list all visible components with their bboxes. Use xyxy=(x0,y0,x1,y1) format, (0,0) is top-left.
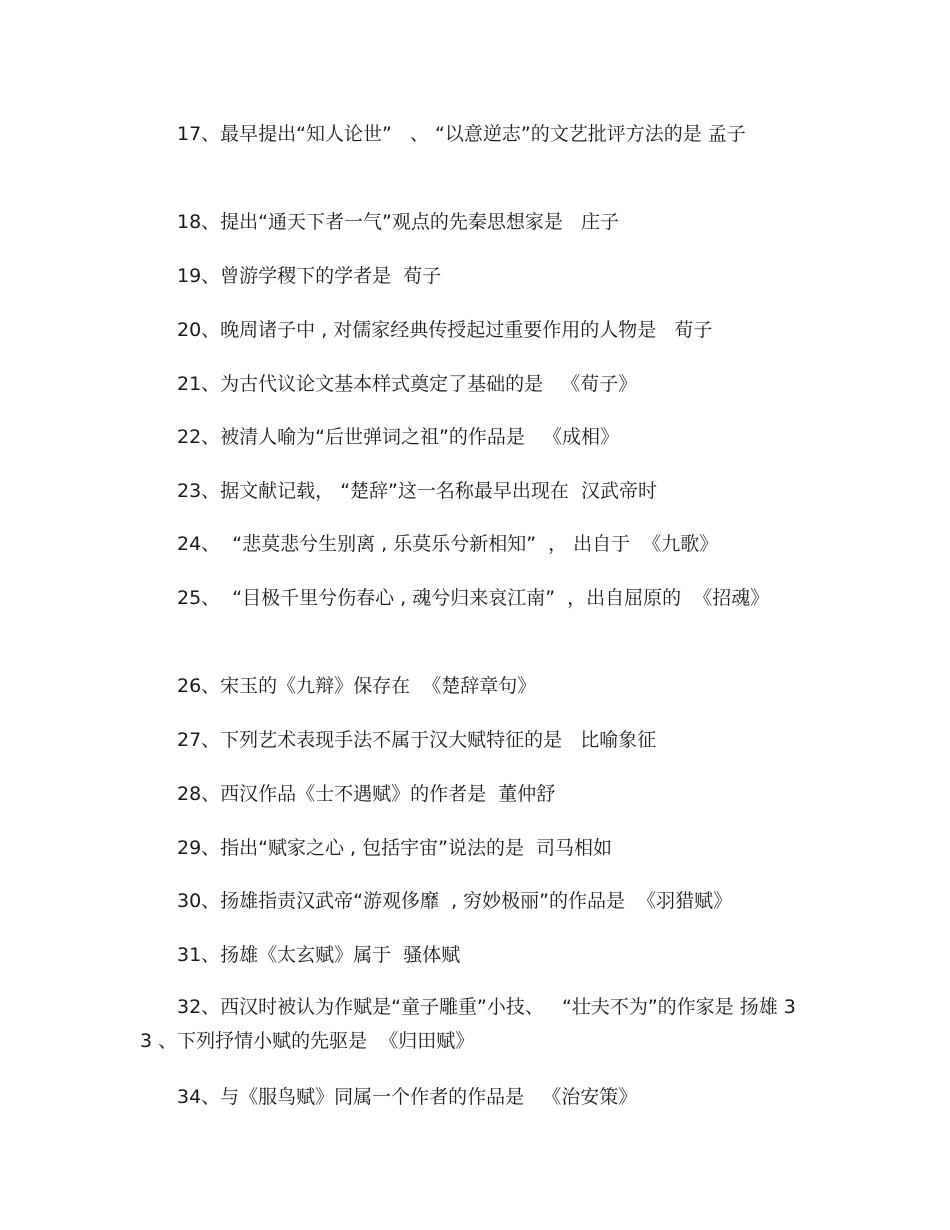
question-31: 31、扬雄《太玄赋》属于 骚体赋 xyxy=(177,944,461,966)
question-26: 26、宋玉的《九辩》保存在 《楚辞章句》 xyxy=(177,675,537,697)
question-20: 20、晚周诸子中 , 对儒家经典传授起过重要作用的人物是 荀子 xyxy=(177,319,713,341)
question-29: 29、指出“赋家之心 , 包括宇宙”说法的是 司马相如 xyxy=(177,837,613,859)
question-27: 27、下列艺术表现手法不属于汉大赋特征的是 比喻象征 xyxy=(177,729,657,751)
question-30: 30、扬雄指责汉武帝“游观侈靡 , 穷妙极丽”的作品是 《羽猎赋》 xyxy=(177,890,733,912)
question-19: 19、曾游学稷下的学者是 荀子 xyxy=(177,265,442,287)
question-32-33: 32、西汉时被认为作赋是“童子雕重”小技、 “壮夫不为”的作家是 扬雄 33 、下列抒情小赋的先驱是 《归田赋》 xyxy=(140,996,796,1052)
question-23: 23、据文献记载， “楚辞”这一名称最早出现在 汉武帝时 xyxy=(177,480,657,502)
question-22: 22、被清人喻为“后世弹词之祖”的作品是 《成相》 xyxy=(177,426,619,448)
question-34: 34、与《服鸟赋》同属一个作者的作品是 《治安策》 xyxy=(177,1086,638,1108)
question-18: 18、提出“通天下者一气”观点的先秦思想家是 庄子 xyxy=(177,211,619,233)
question-17: 17、最早提出“知人论世” 、 “以意逆志”的文艺批评方法的是 孟子 xyxy=(177,123,746,145)
question-25: 25、 “目极千里兮伤春心 , 魂兮归来哀江南” ，出自屈原的 《招魂》 xyxy=(177,587,770,609)
question-21: 21、为古代议论文基本样式奠定了基础的是 《荀子》 xyxy=(177,373,638,395)
question-24: 24、 “悲莫悲兮生别离 , 乐莫乐兮新相知” ， 出自于 《九歌》 xyxy=(177,533,719,555)
question-28: 28、西汉作品《士不遇赋》的作者是 董仲舒 xyxy=(177,783,556,805)
